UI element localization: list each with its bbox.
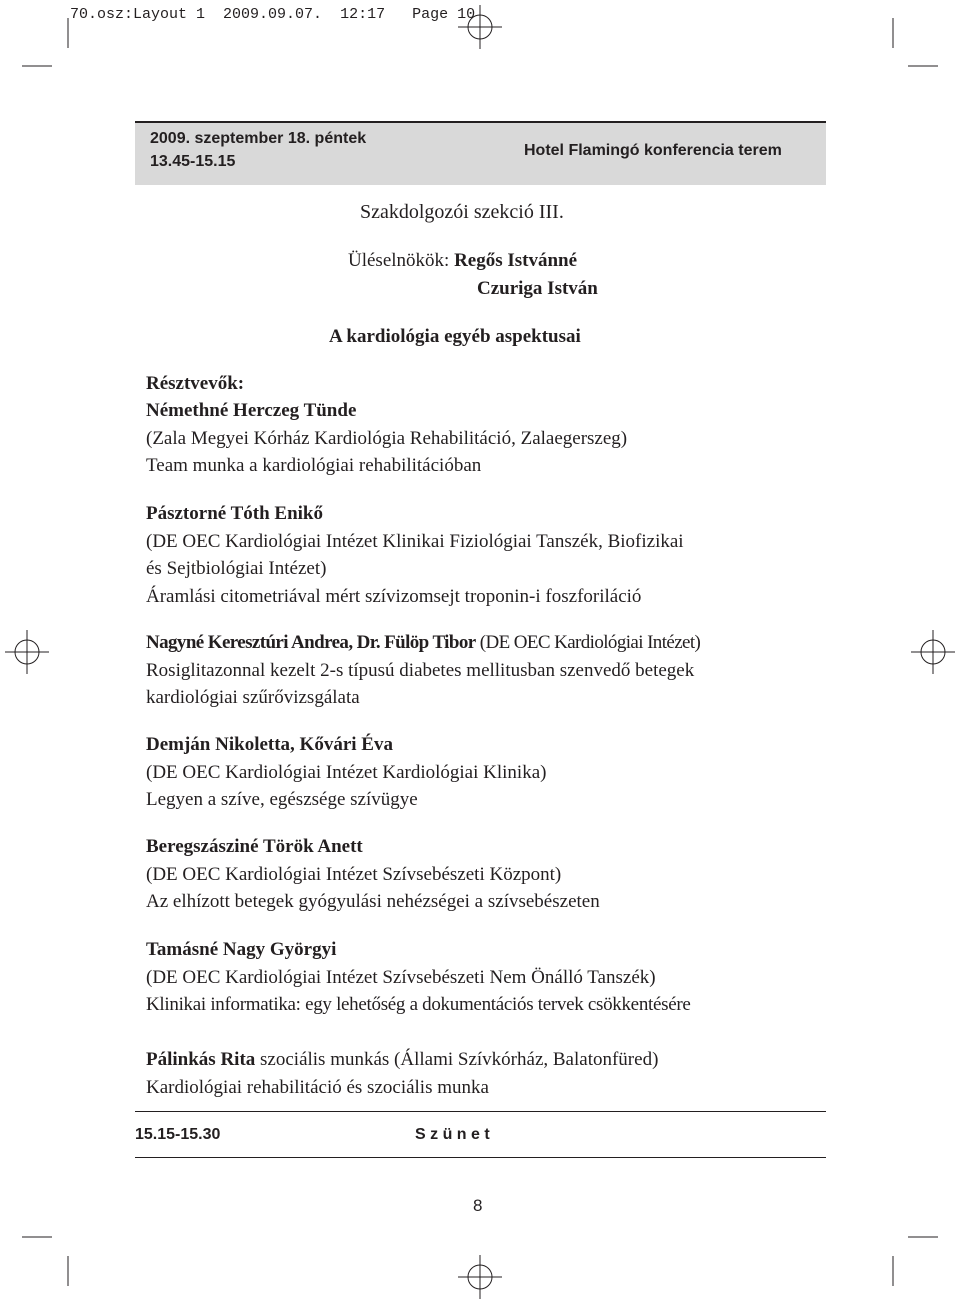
entry-5-affiliation: (DE OEC Kardiológiai Intézet Szívsebészeti Központ) (146, 864, 562, 885)
entry-2-affiliation-line1: (DE OEC Kardiológiai Intézet Klinikai Fiziológiai Tanszék, Biofizikai (146, 531, 684, 552)
entry-3-name: Nagyné Keresztúri Andrea, Dr. Fülöp Tibor (146, 632, 476, 653)
header-date: 2009. szeptember 18. péntek (150, 130, 367, 147)
break-top-rule (135, 1111, 826, 1112)
page-number: 8 (473, 1196, 483, 1215)
entry-4-name: Demján Nikoletta, Kővári Éva (146, 734, 393, 755)
entry-3-line (146, 632, 700, 654)
session-topic: A kardiológia egyéb aspektusai (329, 326, 581, 347)
header-time: 13.45-15.15 (150, 153, 236, 170)
entry-1-affiliation: (Zala Megyei Kórház Kardiológia Rehabilitáció, Zalaegerszeg) (146, 428, 628, 449)
entry-3-title-line2: kardiológiai szűrővizsgálata (146, 687, 360, 708)
session-title: Szakdolgozói szekció III. (360, 201, 564, 223)
entry-6-name: Tamásné Nagy Györgyi (146, 939, 337, 960)
entry-6-title: Klinikai informatika: egy lehetőség a dokumentációs tervek csökkentésére (146, 994, 691, 1015)
header-venue: Hotel Flamingó konferencia terem (524, 142, 782, 159)
entry-7-affiliation: szociális munkás (Állami Szívkórház, Balatonfüred) (260, 1049, 659, 1070)
entry-7-name: Pálinkás Rita (146, 1049, 256, 1070)
entry-3-title-line1: Rosiglitazonnal kezelt 2-s típusú diabetes mellitusban szenvedő betegek (146, 660, 695, 681)
chair-2: Czuriga István (477, 278, 598, 299)
entry-2-name: Pásztorné Tóth Enikő (146, 503, 324, 524)
entry-7-title: Kardiológiai rehabilitáció és szociális munka (146, 1077, 489, 1098)
break-label: S z ü n e t (415, 1126, 490, 1143)
slug-page: Page 10 (412, 6, 476, 23)
slug-time: 12:17 (340, 6, 386, 23)
entry-6-affiliation: (DE OEC Kardiológiai Intézet Szívsebészeti Nem Önálló Tanszék) (146, 967, 656, 988)
participants-label: Résztvevők: (146, 373, 245, 394)
entry-7-line (146, 1049, 658, 1071)
entry-1-name: Némethné Herczeg Tünde (146, 400, 357, 421)
entry-5-title: Az elhízott betegek gyógyulási nehézségei a szívsebészeten (146, 891, 600, 912)
entry-2-affiliation-line2: és Sejtbiológiai Intézet) (146, 558, 327, 579)
entry-3-affiliation: (DE OEC Kardiológiai Intézet) (479, 632, 701, 653)
break-time: 15.15-15.30 (135, 1126, 221, 1143)
registration-mark-top (458, 5, 502, 49)
break-bottom-rule (135, 1157, 826, 1158)
session-chairs (348, 250, 577, 272)
slug-file: 70.osz:Layout 1 (70, 6, 206, 23)
entry-5-name: Beregszásziné Török Anett (146, 836, 363, 857)
entry-2-title: Áramlási citometriával mért szívizomsejt troponin-i foszforiláció (146, 586, 642, 607)
entry-1-title: Team munka a kardiológiai rehabilitációban (146, 455, 482, 476)
entry-4-affiliation: (DE OEC Kardiológiai Intézet Kardiológiai Klinika) (146, 762, 547, 783)
chairs-label: Üléselnökök: (348, 250, 450, 271)
registration-mark-left (5, 630, 49, 674)
chair-1: Regős Istvánné (454, 250, 578, 271)
entry-4-title: Legyen a szíve, egészsége szívügye (146, 789, 418, 810)
registration-mark-bottom (458, 1255, 502, 1299)
slug-date: 2009.09.07. (223, 6, 323, 23)
registration-mark-right (911, 630, 955, 674)
